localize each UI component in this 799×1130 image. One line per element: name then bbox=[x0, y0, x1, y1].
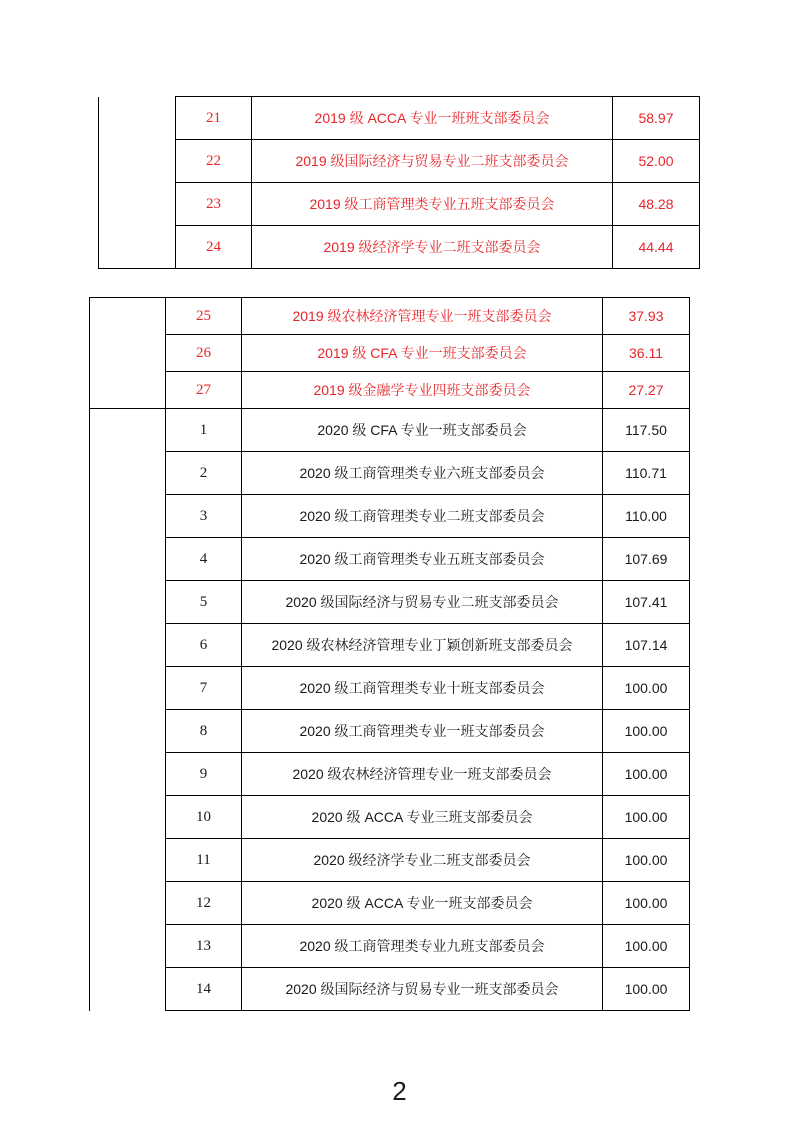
row-number: 4 bbox=[166, 538, 242, 581]
score-value: 100.00 bbox=[603, 667, 690, 710]
score-value: 100.00 bbox=[603, 710, 690, 753]
score-value: 100.00 bbox=[603, 796, 690, 839]
branch-name: 2020 级农林经济管理专业一班支部委员会 bbox=[242, 753, 603, 796]
branch-name: 2020 级工商管理类专业六班支部委员会 bbox=[242, 452, 603, 495]
branch-name: 2020 级工商管理类专业五班支部委员会 bbox=[242, 538, 603, 581]
row-number: 22 bbox=[176, 140, 252, 183]
table-row bbox=[90, 882, 690, 925]
score-value: 107.41 bbox=[603, 581, 690, 624]
branch-name: 2020 级工商管理类专业十班支部委员会 bbox=[242, 667, 603, 710]
row-number: 2 bbox=[166, 452, 242, 495]
score-value: 36.11 bbox=[603, 335, 690, 372]
table-row bbox=[90, 796, 690, 839]
score-value: 110.00 bbox=[603, 495, 690, 538]
score-value: 100.00 bbox=[603, 882, 690, 925]
table-row bbox=[99, 97, 700, 140]
table-row bbox=[90, 298, 690, 335]
table-row bbox=[90, 581, 690, 624]
score-value: 107.69 bbox=[603, 538, 690, 581]
row-number: 7 bbox=[166, 667, 242, 710]
table-row bbox=[90, 452, 690, 495]
table-row bbox=[90, 495, 690, 538]
table-row bbox=[90, 925, 690, 968]
row-number: 14 bbox=[166, 968, 242, 1011]
table-row bbox=[90, 839, 690, 882]
branch-name: 2020 级农林经济管理专业丁颖创新班支部委员会 bbox=[242, 624, 603, 667]
branch-name: 2020 级工商管理类专业二班支部委员会 bbox=[242, 495, 603, 538]
table-row bbox=[90, 372, 690, 409]
branch-name: 2020 级 ACCA 专业一班支部委员会 bbox=[242, 882, 603, 925]
row-number: 9 bbox=[166, 753, 242, 796]
branch-name: 2020 级国际经济与贸易专业二班支部委员会 bbox=[242, 581, 603, 624]
score-value: 48.28 bbox=[613, 183, 700, 226]
row-number: 11 bbox=[166, 839, 242, 882]
branch-name: 2020 级工商管理类专业九班支部委员会 bbox=[242, 925, 603, 968]
category-cell bbox=[99, 97, 176, 269]
row-number: 21 bbox=[176, 97, 252, 140]
table-row bbox=[90, 409, 690, 452]
row-number: 27 bbox=[166, 372, 242, 409]
row-number: 12 bbox=[166, 882, 242, 925]
table-row bbox=[99, 226, 700, 269]
table-row bbox=[90, 710, 690, 753]
branch-name: 2020 级国际经济与贸易专业一班支部委员会 bbox=[242, 968, 603, 1011]
branch-name: 2020 级工商管理类专业一班支部委员会 bbox=[242, 710, 603, 753]
row-number: 10 bbox=[166, 796, 242, 839]
table-row bbox=[90, 968, 690, 1011]
table-row bbox=[90, 753, 690, 796]
branch-name: 2019 级工商管理类专业五班支部委员会 bbox=[252, 183, 613, 226]
score-value: 44.44 bbox=[613, 226, 700, 269]
branch-name: 2019 级经济学专业二班支部委员会 bbox=[252, 226, 613, 269]
branch-name: 2019 级 CFA 专业一班支部委员会 bbox=[242, 335, 603, 372]
table-row bbox=[90, 667, 690, 710]
row-number: 3 bbox=[166, 495, 242, 538]
score-value: 107.14 bbox=[603, 624, 690, 667]
score-value: 100.00 bbox=[603, 925, 690, 968]
score-value: 100.00 bbox=[603, 968, 690, 1011]
branch-name: 2020 级 ACCA 专业三班支部委员会 bbox=[242, 796, 603, 839]
branch-name: 2019 级国际经济与贸易专业二班支部委员会 bbox=[252, 140, 613, 183]
score-value: 100.00 bbox=[603, 753, 690, 796]
score-value: 37.93 bbox=[603, 298, 690, 335]
category-cell bbox=[90, 409, 166, 1011]
row-number: 5 bbox=[166, 581, 242, 624]
score-value: 27.27 bbox=[603, 372, 690, 409]
row-number: 26 bbox=[166, 335, 242, 372]
row-number: 8 bbox=[166, 710, 242, 753]
page-number: 2 bbox=[392, 1076, 407, 1106]
score-value: 100.00 bbox=[603, 839, 690, 882]
branch-name: 2019 级农林经济管理专业一班支部委员会 bbox=[242, 298, 603, 335]
table-row bbox=[99, 183, 700, 226]
row-number: 24 bbox=[176, 226, 252, 269]
row-number: 1 bbox=[166, 409, 242, 452]
score-value: 110.71 bbox=[603, 452, 690, 495]
score-value: 58.97 bbox=[613, 97, 700, 140]
branch-name: 2019 级金融学专业四班支部委员会 bbox=[242, 372, 603, 409]
row-number: 23 bbox=[176, 183, 252, 226]
score-value: 117.50 bbox=[603, 409, 690, 452]
table-row bbox=[90, 538, 690, 581]
ranking-table-continued bbox=[98, 96, 700, 269]
branch-name: 2020 级 CFA 专业一班支部委员会 bbox=[242, 409, 603, 452]
branch-name: 2020 级经济学专业二班支部委员会 bbox=[242, 839, 603, 882]
branch-name: 2019 级 ACCA 专业一班班支部委员会 bbox=[252, 97, 613, 140]
row-number: 13 bbox=[166, 925, 242, 968]
table-row bbox=[90, 624, 690, 667]
table-row bbox=[99, 140, 700, 183]
table-row bbox=[90, 335, 690, 372]
row-number: 25 bbox=[166, 298, 242, 335]
category-cell bbox=[90, 298, 166, 409]
score-value: 52.00 bbox=[613, 140, 700, 183]
ranking-table bbox=[89, 297, 690, 1011]
row-number: 6 bbox=[166, 624, 242, 667]
